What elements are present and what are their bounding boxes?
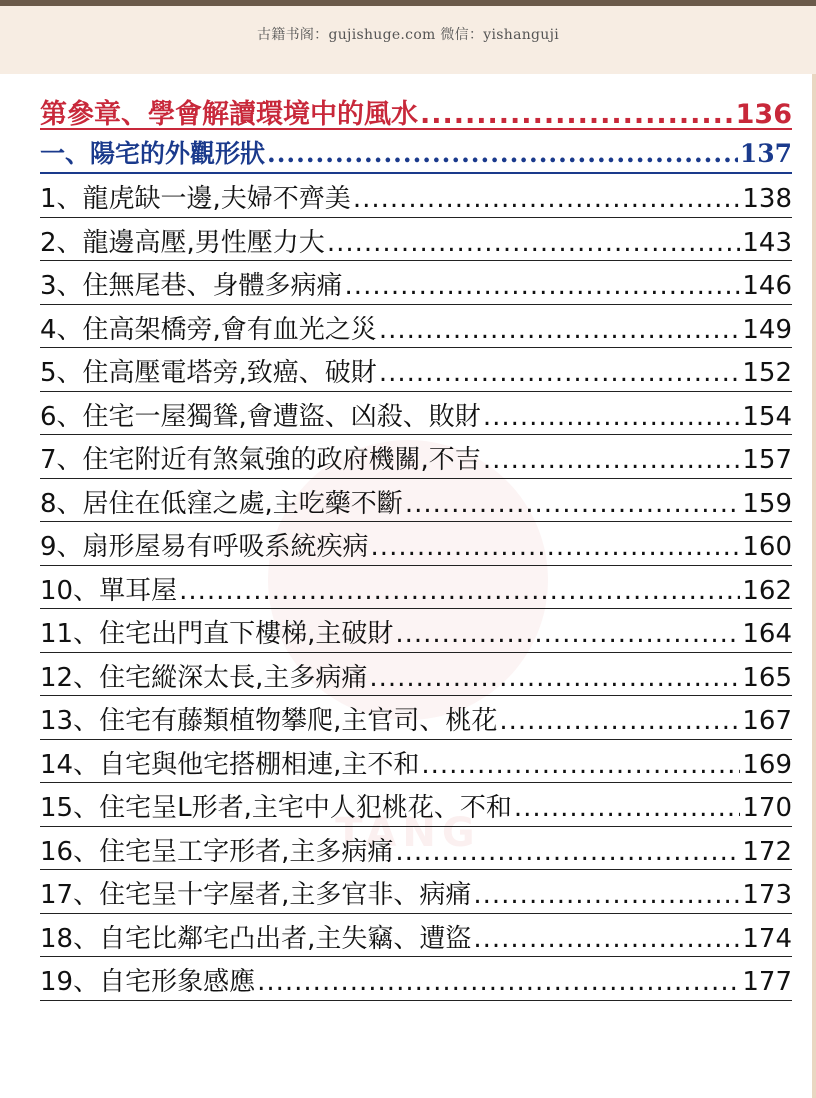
toc-entry-title: 17、住宅呈十字屋者,主多官非、病痛 — [40, 880, 472, 910]
toc-item-entry[interactable] — [40, 609, 792, 653]
dot-leader — [473, 924, 740, 954]
dot-leader — [395, 619, 740, 649]
toc-section-entry[interactable] — [40, 130, 792, 174]
toc-entry-page: 165 — [742, 662, 792, 693]
toc-item-entry[interactable] — [40, 696, 792, 740]
toc-entry-page: 169 — [742, 749, 792, 780]
dot-leader — [369, 663, 740, 693]
toc-entry-title: 9、扇形屋易有呼吸系統疾病 — [40, 532, 369, 562]
dot-leader — [353, 184, 741, 214]
toc-entry-page: 159 — [742, 488, 792, 519]
toc-entry-title: 13、住宅有藤類植物攀爬,主官司、桃花 — [40, 706, 498, 736]
toc-entry-page: 154 — [742, 401, 792, 432]
toc-entry-page: 136 — [735, 99, 792, 130]
toc-entry-page: 167 — [742, 706, 792, 736]
table-of-contents — [40, 88, 792, 1001]
toc-entry-title: 14、自宅與他宅搭棚相連,主不和 — [40, 749, 420, 780]
toc-entry-title: 12、住宅縱深太長,主多病痛 — [40, 662, 368, 693]
toc-entry-page: 173 — [742, 880, 792, 910]
watermark-text: TANG — [335, 810, 481, 856]
toc-entry-title: 11、住宅出門直下樓梯,主破財 — [40, 619, 394, 649]
dot-leader — [395, 837, 740, 867]
toc-entry-title: 19、自宅形象感應 — [40, 967, 256, 997]
toc-entry-title: 18、自宅比鄰宅凸出者,主失竊、遭盜 — [40, 923, 472, 954]
toc-item-entry[interactable] — [40, 957, 792, 1001]
dot-leader — [421, 750, 740, 780]
toc-entry-page: 162 — [742, 575, 792, 606]
dot-leader — [267, 139, 738, 168]
toc-entry-page: 177 — [742, 967, 792, 997]
page-header — [0, 6, 816, 74]
toc-entry-title: 15、住宅呈L形者,主宅中人犯桃花、不和 — [40, 793, 512, 823]
toc-chapter-entry[interactable] — [40, 88, 792, 130]
toc-entry-page: 143 — [742, 227, 792, 258]
dot-leader — [473, 880, 740, 910]
toc-entry-page: 152 — [742, 358, 792, 388]
toc-item-entry[interactable] — [40, 392, 792, 436]
toc-entry-title: 2、龍邊高壓,男性壓力大 — [40, 227, 325, 258]
toc-item-entry[interactable] — [40, 174, 792, 218]
dot-leader — [405, 489, 741, 519]
dot-leader — [499, 706, 740, 736]
dot-leader — [483, 402, 741, 432]
toc-entry-title: 1、龍虎缺一邊,夫婦不齊美 — [40, 184, 351, 214]
toc-entry-title: 7、住宅附近有煞氣強的政府機關,不吉 — [40, 445, 481, 475]
toc-entry-title: 6、住宅一屋獨聳,會遭盜、凶殺、敗財 — [40, 401, 481, 432]
toc-entry-page: 138 — [742, 184, 792, 214]
toc-entry-page: 170 — [742, 793, 792, 823]
toc-entry-page: 149 — [742, 314, 792, 345]
toc-entry-title: 4、住高架橋旁,會有血光之災 — [40, 314, 377, 345]
toc-item-entry[interactable] — [40, 653, 792, 697]
toc-item-entry[interactable] — [40, 870, 792, 914]
dot-leader — [420, 99, 734, 130]
header-text: 古籍书阁：gujishuge.com 微信：yishanguji — [256, 27, 560, 43]
dot-leader — [371, 532, 741, 562]
toc-entry-page: 164 — [742, 619, 792, 649]
toc-entry-page: 157 — [742, 445, 792, 475]
page-edge — [812, 74, 816, 1098]
toc-item-entry[interactable] — [40, 522, 792, 566]
toc-entry-title: 10、單耳屋 — [40, 575, 178, 606]
toc-item-entry[interactable] — [40, 261, 792, 305]
toc-item-entry[interactable] — [40, 305, 792, 349]
toc-entry-page: 146 — [742, 271, 792, 301]
dot-leader — [483, 445, 741, 475]
dot-leader — [379, 358, 741, 388]
toc-item-entry[interactable] — [40, 218, 792, 262]
toc-entry-title: 16、住宅呈工字形者,主多病痛 — [40, 836, 394, 867]
toc-entry-page: 160 — [742, 532, 792, 562]
toc-entry-page: 172 — [742, 836, 792, 867]
dot-leader — [257, 967, 740, 997]
dot-leader — [345, 271, 741, 301]
toc-item-entry[interactable] — [40, 740, 792, 784]
toc-entry-title: 3、住無尾巷、身體多病痛 — [40, 271, 343, 301]
dot-leader — [327, 228, 741, 258]
toc-entry-title: 8、居住在低窪之處,主吃藥不斷 — [40, 488, 403, 519]
dot-leader — [179, 576, 740, 606]
toc-entry-title: 一、陽宅的外觀形狀 — [40, 139, 266, 168]
toc-item-entry[interactable] — [40, 348, 792, 392]
toc-item-entry[interactable] — [40, 435, 792, 479]
toc-entry-page: 174 — [742, 923, 792, 954]
toc-entry-title: 第參章、學會解讀環境中的風水 — [40, 99, 418, 130]
toc-entry-page: 137 — [739, 139, 792, 168]
toc-item-entry[interactable] — [40, 783, 792, 827]
toc-item-entry[interactable] — [40, 479, 792, 523]
toc-entry-title: 5、住高壓電塔旁,致癌、破財 — [40, 358, 377, 388]
toc-item-entry[interactable] — [40, 914, 792, 958]
toc-item-entry[interactable] — [40, 566, 792, 610]
toc-item-entry[interactable] — [40, 827, 792, 871]
dot-leader — [514, 793, 741, 823]
dot-leader — [379, 315, 741, 345]
